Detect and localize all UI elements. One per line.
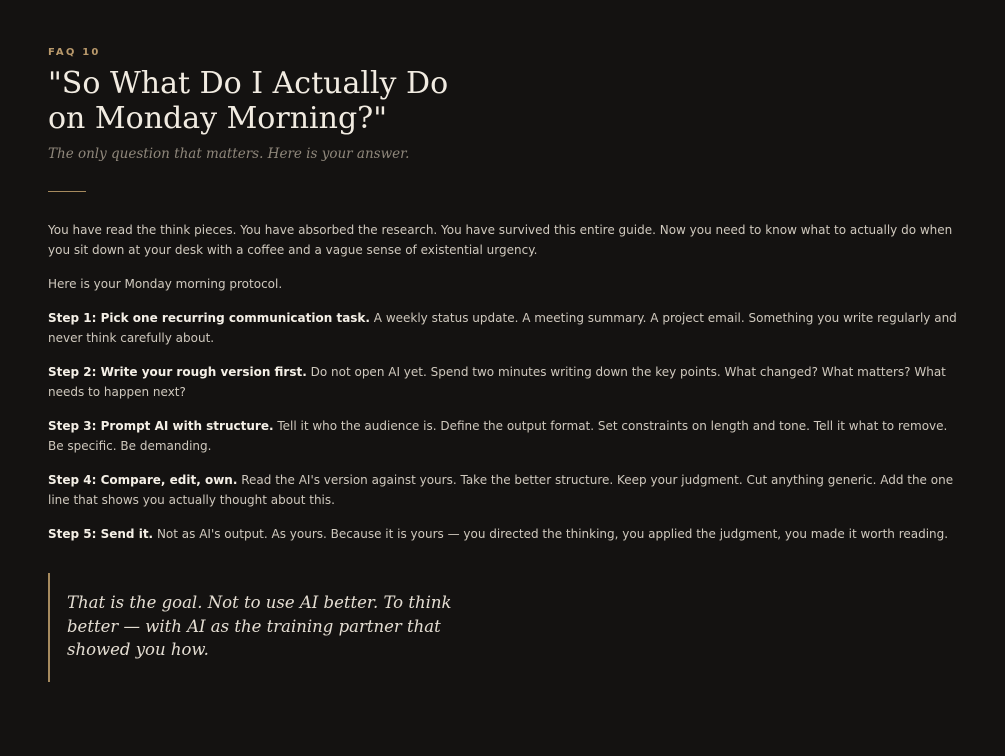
step-label: Step 4: Compare, edit, own. <box>48 473 238 487</box>
step-paragraph <box>48 308 960 348</box>
pull-quote <box>48 573 510 682</box>
step-text: Tell it who the audience is. Define the output format. Set constraints on length and tone. Tell it what to remove. Be specific. Be demanding. <box>48 419 948 453</box>
step-label: Step 3: Prompt AI with structure. <box>48 419 274 433</box>
step-text: Not as AI's output. As yours. Because it is yours — you directed the thinking, you applied the judgment, you made it worth reading. <box>153 527 949 541</box>
title-divider <box>48 191 86 192</box>
step-text: Read the AI's version against yours. Take the better structure. Keep your judgment. Cut anything generic. Add the one line that shows you actually thought about this. <box>48 473 954 507</box>
page-title: "So What Do I Actually Do on Monday Morning?" <box>48 66 449 136</box>
step-label: Step 2: Write your rough version first. <box>48 365 307 379</box>
step-paragraph <box>48 362 960 402</box>
step-text: Do not open AI yet. Spend two minutes writing down the key points. What changed? What matters? What needs to happen next? <box>48 365 946 399</box>
step-text: A weekly status update. A meeting summary. A project email. Something you write regularly and never think carefully about. <box>48 311 957 345</box>
intro-paragraph: You have read the think pieces. You have absorbed the research. You have survived this entire guide. Now you need to know what to actually do when you sit down at your desk with a coffee and a vague sense of existential urgency. <box>48 223 953 257</box>
pull-quote-text: That is the goal. Not to use AI better. To think better — with AI as the training partner that showed you how. <box>67 593 452 659</box>
step-paragraph <box>48 524 960 544</box>
step-label: Step 5: Send it. <box>48 527 154 541</box>
intro-paragraph: Here is your Monday morning protocol. <box>48 277 283 291</box>
step-paragraph <box>48 470 960 510</box>
section-eyebrow: FAQ 10 <box>48 47 101 58</box>
article-body <box>48 220 960 558</box>
step-paragraph <box>48 416 960 456</box>
step-label: Step 1: Pick one recurring communication task. <box>48 311 370 325</box>
page-subtitle: The only question that matters. Here is your answer. <box>48 146 410 162</box>
